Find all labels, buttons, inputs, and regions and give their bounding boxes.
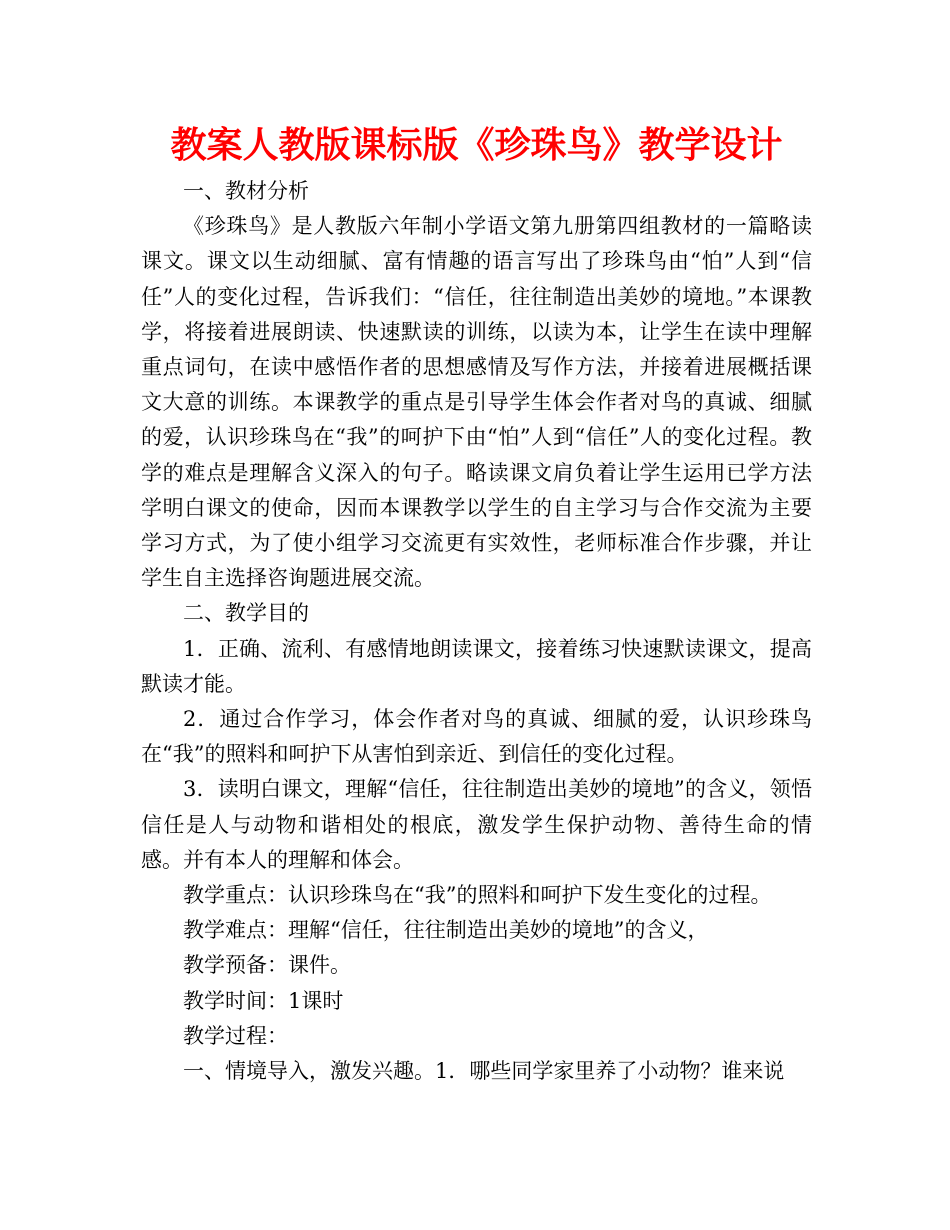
teaching-preparation: 教学预备：课件。 [183, 953, 351, 978]
section-heading-material-analysis: 一、教材分析 [183, 179, 309, 203]
document-title: 教案人教版课标版《珍珠鸟》教学设计 [170, 125, 783, 166]
document-body [141, 174, 812, 1089]
paragraph-material-analysis: 《珍珠鸟》是人教版六年制小学语文第九册第四组教材的一篇略读课文。课文以生动细腻、富有情趣的语言写出了珍珠鸟由“怕”人到“信任”人的变化过程，告诉我们：“信任，往往制造出美妙的境地。”本课教学，将接着进展朗读、快速默读的训练，以读为本，让学生在读中理解重点词句，在读中感悟作者的思想感情及写作方法，并接着进展概括课文大意的训练。本课教学的重点是引导学生体会作者对鸟的真诚、细腻的爱，认识珍珠鸟在“我”的呵护下由“怕”人到“信任”人的变化过程。教学的难点是理解含义深入的句子。略读课文肩负着让学生运用已学方法学明白课文的使命，因而本课教学以学生的自主学习与合作交流为主要学习方式，为了使小组学习交流更有实效性，老师标准合作步骤，并让学生自主选择咨询题进展交流。 [141, 214, 812, 591]
teaching-process-heading: 教学过程： [183, 1023, 288, 1048]
teaching-process-step-1: 一、情境导入，激发兴趣。1．哪些同学家里养了小动物？谁来说 [183, 1059, 785, 1084]
teaching-difficulty: 教学难点：理解“信任，往往制造出美妙的境地”的含义， [183, 918, 709, 943]
teaching-key-point: 教学重点：认识珍珠鸟在“我”的照料和呵护下发生变化的过程。 [183, 883, 772, 908]
goal-item-1: 1．正确、流利、有感情地朗读课文，接着练习快速默读课文，提高默读才能。 [141, 636, 812, 696]
section-heading-teaching-goals: 二、教学目的 [183, 601, 309, 626]
goal-item-2: 2．通过合作学习，体会作者对鸟的真诚、细腻的爱，认识珍珠鸟在“我”的照料和呵护下从害怕到亲近、到信任的变化过程。 [141, 707, 812, 767]
goal-item-3: 3．读明白课文，理解“信任，往往制造出美妙的境地”的含义，领悟信任是人与动物和谐相处的根底，激发学生保护动物、善待生命的情感。并有本人的理解和体会。 [141, 777, 812, 872]
teaching-time: 教学时间：1课时 [183, 988, 344, 1013]
